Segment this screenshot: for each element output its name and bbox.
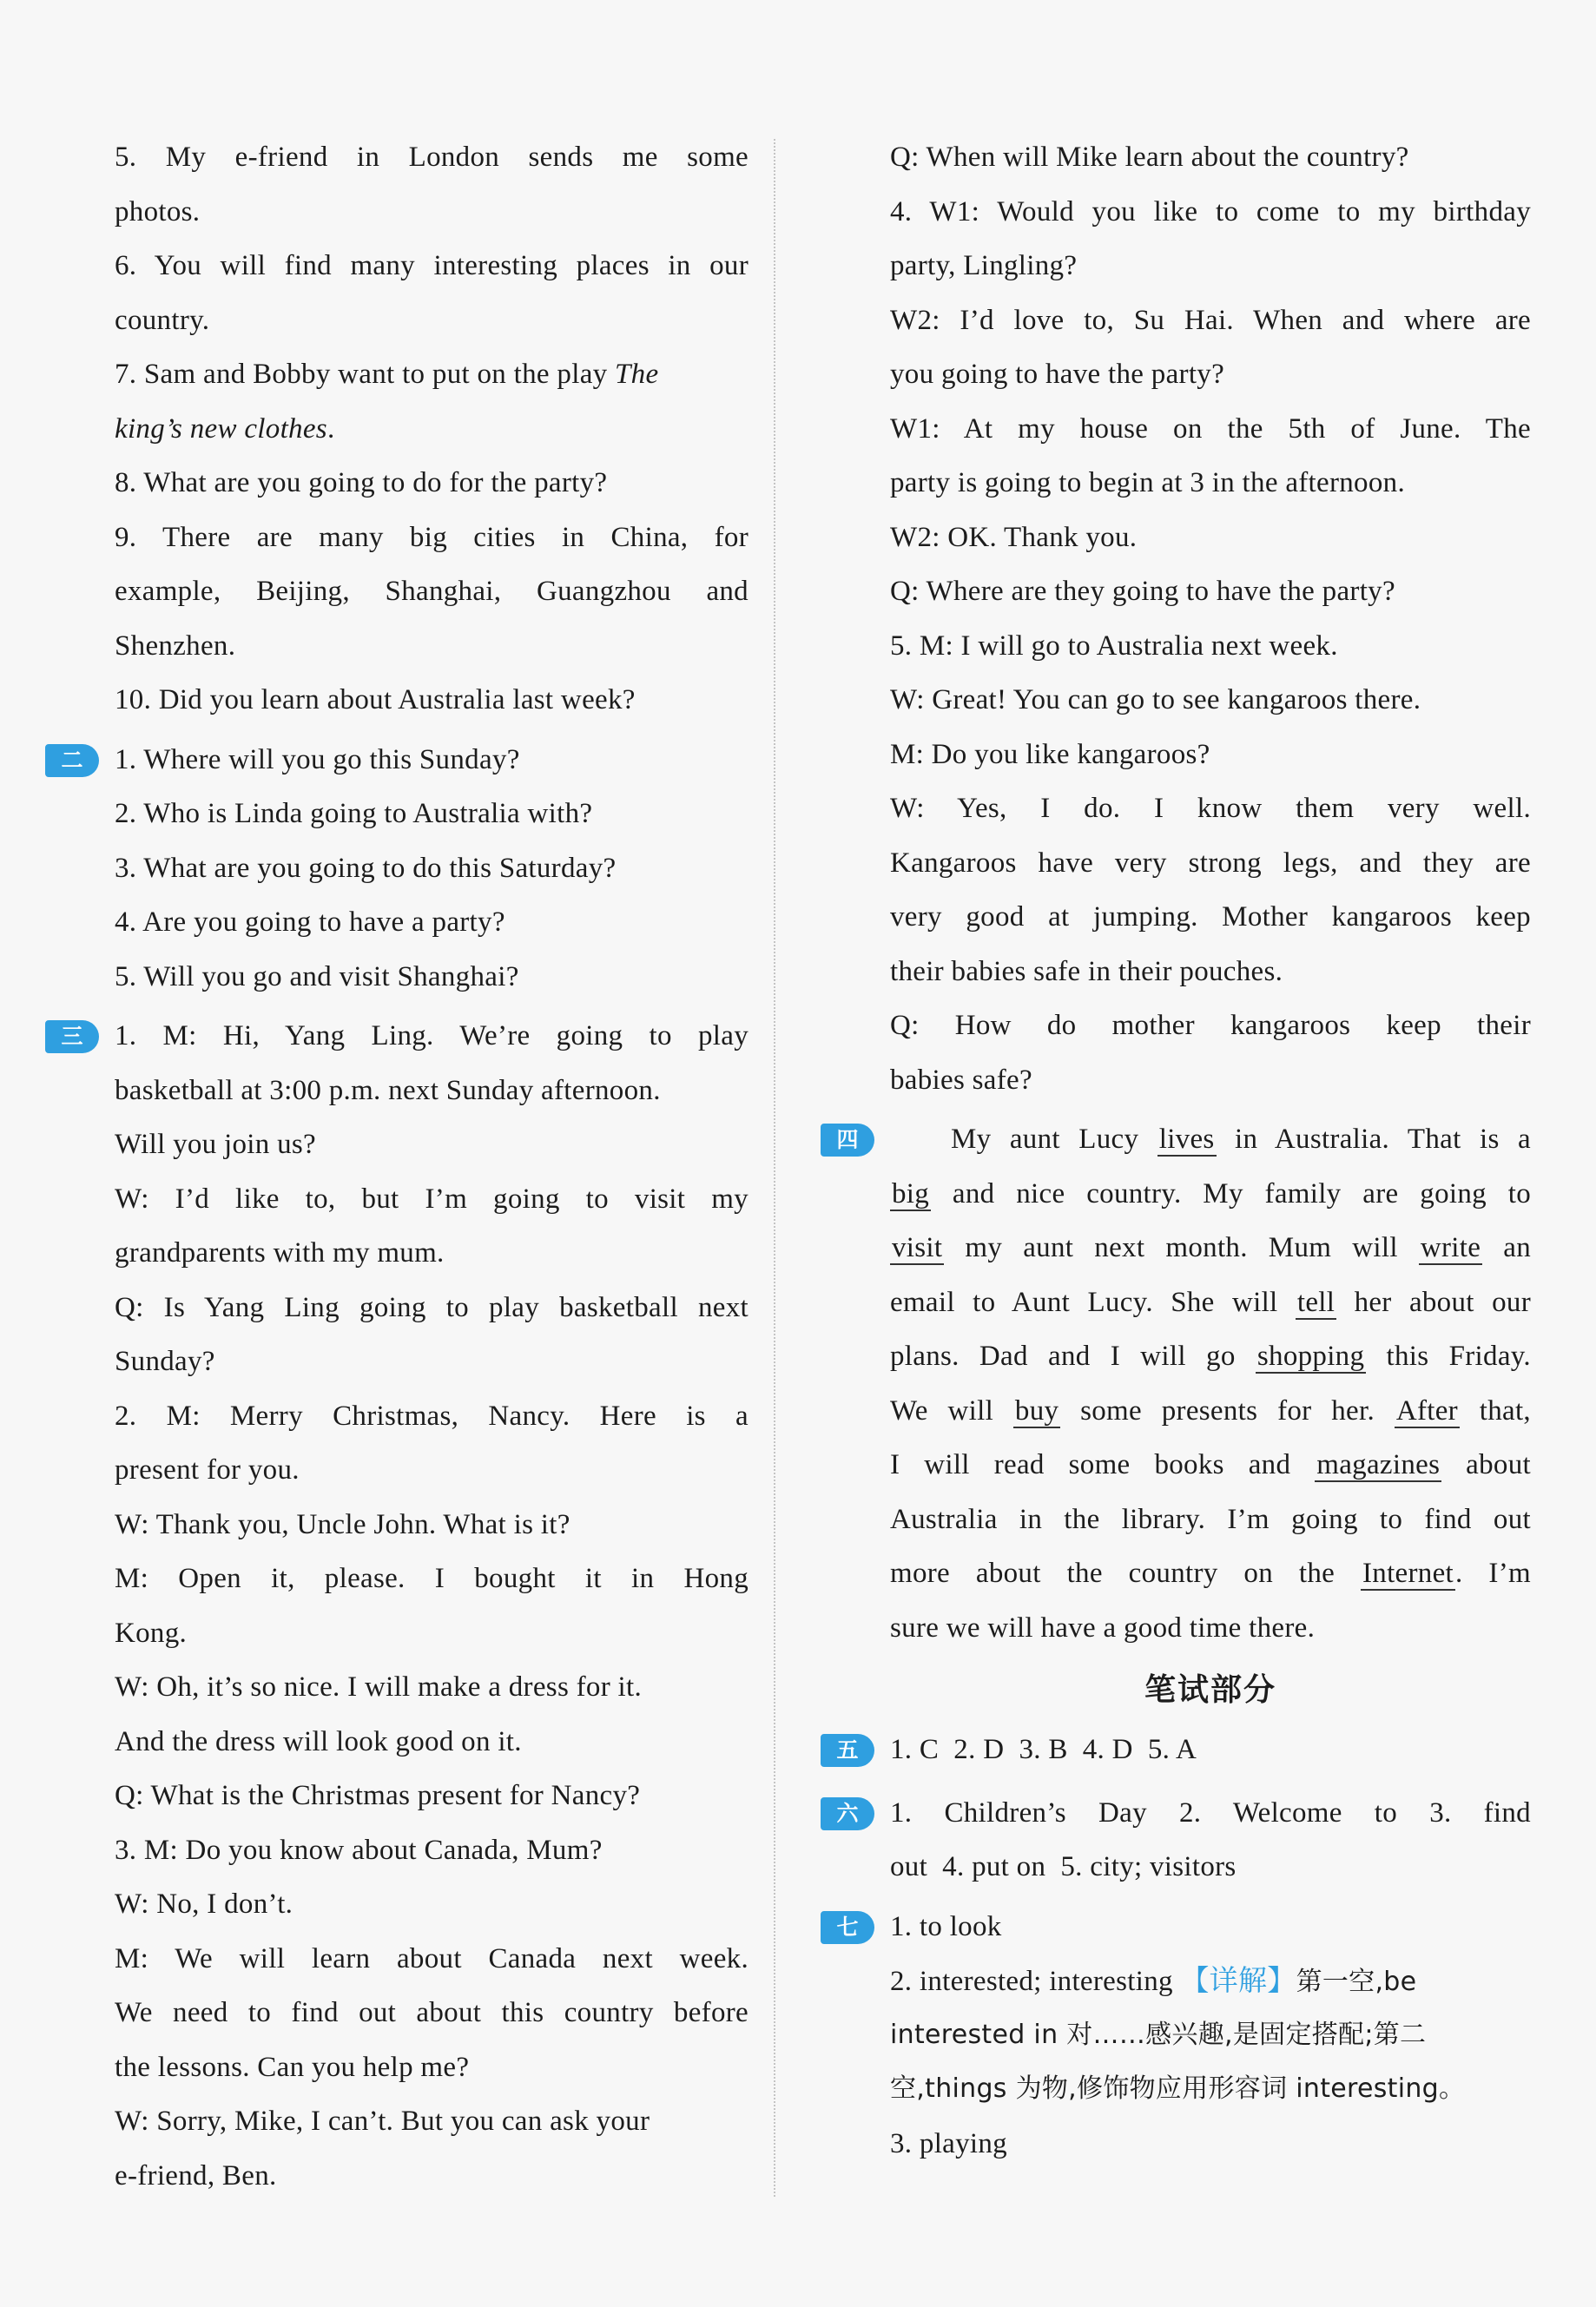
text-line: 9. There are many big cities in China, for bbox=[115, 521, 749, 553]
text-fragment: an bbox=[1503, 1232, 1531, 1263]
text-fragment: some presents for her. bbox=[1080, 1394, 1375, 1427]
section-3-dialogues-continued bbox=[890, 130, 1531, 1107]
text-fragment: my aunt next month. Mum will bbox=[965, 1232, 1398, 1263]
text-line: 1. C 2. D 3. B 4. D 5. A bbox=[890, 1734, 1197, 1765]
text-line bbox=[115, 347, 749, 402]
text-fragment: her about our bbox=[1354, 1286, 1531, 1318]
text-line: very good at jumping. Mother kangaroos keep bbox=[890, 901, 1531, 933]
text-line: the lessons. Can you help me? bbox=[115, 2051, 470, 2083]
text-line: 1. Where will you go this Sunday? bbox=[115, 743, 520, 775]
text-line: 5. Will you go and visit Shanghai? bbox=[115, 960, 519, 992]
text-fragment: email to Aunt Lucy. She will bbox=[890, 1286, 1278, 1318]
play-title-part: king’s new clothes bbox=[115, 412, 327, 445]
text-line: Kangaroos have very strong legs, and they are bbox=[890, 847, 1531, 879]
left-column bbox=[61, 130, 749, 2203]
text-line: present for you. bbox=[115, 1454, 300, 1486]
answer-word: After bbox=[1395, 1394, 1458, 1427]
text-line: W2: I’d love to, Su Hai. When and where are bbox=[890, 304, 1531, 336]
text-line: W: Sorry, Mike, I can’t. But you can ask your bbox=[115, 2106, 650, 2137]
text-line bbox=[890, 1221, 1531, 1275]
text-line: photos. bbox=[115, 195, 201, 227]
section-badge: 四 bbox=[821, 1124, 874, 1157]
text-fragment: and nice country. My family are going to bbox=[952, 1177, 1532, 1210]
text-fragment: 2. Welcome to bbox=[1179, 1796, 1398, 1829]
text-line: 3. playing bbox=[890, 2127, 1007, 2159]
section-badge: 二 bbox=[45, 744, 99, 777]
section-7-word-forms bbox=[836, 1900, 1531, 2172]
text-fragment: plans. Dad and I will go bbox=[890, 1341, 1236, 1372]
text-line bbox=[890, 1438, 1531, 1493]
explanation-text: 第一空,be bbox=[1296, 1967, 1417, 1997]
text-line: Will you join us? bbox=[115, 1129, 317, 1160]
text-line: W: Yes, I do. I know them very well. bbox=[890, 793, 1531, 824]
answer-word: lives bbox=[1158, 1124, 1215, 1155]
text-line: 3. M: Do you know about Canada, Mum? bbox=[115, 1834, 603, 1866]
text-fragment: 7. Sam and Bobby want to put on the play bbox=[115, 359, 608, 390]
answer-word: Internet bbox=[1362, 1558, 1454, 1589]
text-line: their babies safe in their pouches. bbox=[890, 955, 1283, 987]
text-fragment: about bbox=[1466, 1449, 1531, 1480]
answer-word: magazines bbox=[1316, 1449, 1441, 1480]
section-badge: 五 bbox=[821, 1734, 874, 1767]
text-line: 1. to look bbox=[890, 1910, 1002, 1942]
answer-word: visit bbox=[892, 1232, 943, 1263]
answer-word: big bbox=[892, 1177, 930, 1210]
text-fragment: that, bbox=[1479, 1394, 1531, 1427]
text-line: 5. M: I will go to Australia next week. bbox=[890, 629, 1338, 662]
text-line: M: Open it, please. I bought it in Hong bbox=[115, 1563, 749, 1594]
text-line: 8. What are you going to do for the party? bbox=[115, 467, 608, 498]
text-line: sure we will have a good time there. bbox=[890, 1612, 1316, 1644]
text-fragment: more about the country on the bbox=[890, 1558, 1335, 1589]
text-line bbox=[890, 1546, 1531, 1601]
section-badge: 三 bbox=[45, 1020, 99, 1053]
text-line bbox=[890, 1167, 1531, 1222]
text-line: you going to have the party? bbox=[890, 359, 1225, 390]
text-line bbox=[890, 1954, 1531, 2008]
section-badge: 六 bbox=[821, 1797, 874, 1830]
text-line: party, Lingling? bbox=[890, 250, 1078, 281]
text-line: We need to find out about this country before bbox=[115, 1997, 749, 2028]
right-column bbox=[836, 130, 1532, 2171]
section-2-questions bbox=[61, 733, 749, 1005]
text-fragment: My aunt Lucy bbox=[951, 1124, 1139, 1155]
text-line: W: Thank you, Uncle John. What is it? bbox=[115, 1508, 570, 1540]
text-line bbox=[890, 1275, 1531, 1330]
answer-word: buy bbox=[1014, 1394, 1059, 1427]
text-line: M: We will learn about Canada next week. bbox=[115, 1942, 749, 1974]
text-line: Kong. bbox=[115, 1617, 188, 1649]
text-line: And the dress will look good on it. bbox=[115, 1725, 522, 1757]
text-fragment: 1. Children’s Day bbox=[890, 1796, 1147, 1829]
text-fragment: . I’m bbox=[1455, 1558, 1531, 1589]
section-3-dialogues bbox=[61, 1009, 749, 2203]
text-line: e-friend, Ben. bbox=[115, 2159, 277, 2192]
text-line bbox=[890, 1786, 1531, 1841]
text-line: W: Oh, it’s so nice. I will make a dress for it. bbox=[115, 1671, 643, 1703]
text-line: 1. M: Hi, Yang Ling. We’re going to play bbox=[115, 1020, 749, 1051]
text-line: 2. Who is Linda going to Australia with? bbox=[115, 798, 593, 829]
section-4-passage bbox=[836, 1112, 1532, 1655]
text-line: 5. My e-friend in London sends me some bbox=[115, 142, 749, 173]
column-divider bbox=[774, 139, 775, 2197]
text-line: Q: How do mother kangaroos keep their bbox=[890, 1010, 1531, 1041]
text-fragment: 3. find bbox=[1429, 1796, 1531, 1829]
text-line: example, Beijing, Shanghai, Guangzhou and bbox=[115, 576, 749, 607]
text-line: 10. Did you learn about Australia last week? bbox=[115, 684, 636, 715]
text-line bbox=[890, 1384, 1531, 1439]
answer-word: tell bbox=[1296, 1286, 1335, 1318]
written-part-heading: 笔试部分 bbox=[1144, 1672, 1276, 1708]
text-line: Q: What is the Christmas present for Nancy? bbox=[115, 1780, 641, 1811]
text-line: basketball at 3:00 p.m. next Sunday afternoon. bbox=[115, 1074, 661, 1106]
text-line: M: Do you like kangaroos? bbox=[890, 738, 1210, 770]
text-line: grandparents with my mum. bbox=[115, 1237, 445, 1269]
text-line: party is going to begin at 3 in the afternoon. bbox=[890, 467, 1406, 498]
text-line bbox=[890, 1329, 1531, 1384]
text-fragment: in Australia. That is a bbox=[1235, 1124, 1532, 1155]
section-5-choices bbox=[836, 1723, 1531, 1777]
text-line: Q: Where are they going to have the party? bbox=[890, 576, 1395, 607]
text-line bbox=[115, 402, 749, 457]
text-line: 3. What are you going to do this Saturday? bbox=[115, 852, 617, 884]
text-fragment: 2. interested; interesting bbox=[890, 1966, 1173, 1997]
answer-word: shopping bbox=[1256, 1341, 1365, 1372]
section-1-listening-sentences bbox=[115, 130, 749, 728]
play-title-part: The bbox=[615, 359, 659, 390]
text-line: W: Great! You can go to see kangaroos there. bbox=[890, 684, 1421, 715]
text-line: 6. You will find many interesting places in our bbox=[115, 250, 749, 281]
text-line: 2. M: Merry Christmas, Nancy. Here is a bbox=[115, 1400, 749, 1432]
section-badge: 七 bbox=[821, 1911, 874, 1944]
text-line: Sunday? bbox=[115, 1346, 215, 1377]
text-fragment: I will read some books and bbox=[890, 1449, 1291, 1480]
explanation-line: 空,things 为物,修饰物应用形容词 interesting。 bbox=[890, 2073, 1466, 2104]
text-line: out 4. put on 5. city; visitors bbox=[890, 1851, 1237, 1882]
text-line: Q: When will Mike learn about the country? bbox=[890, 142, 1409, 173]
text-line: babies safe? bbox=[890, 1064, 1032, 1096]
text-line: 4. Are you going to have a party? bbox=[115, 906, 505, 938]
text-fragment: this Friday. bbox=[1386, 1341, 1531, 1372]
text-line: 4. W1: Would you like to come to my birthday bbox=[890, 195, 1531, 227]
text-line: W1: At my house on the 5th of June. The bbox=[890, 412, 1531, 445]
text-line: Australia in the library. I’m going to find out bbox=[890, 1503, 1531, 1535]
text-line: Shenzhen. bbox=[115, 629, 236, 662]
section-6-phrases bbox=[836, 1786, 1531, 1895]
text-fragment: . bbox=[326, 412, 335, 445]
text-line: W2: OK. Thank you. bbox=[890, 521, 1138, 553]
text-line: W: I’d like to, but I’m going to visit my bbox=[115, 1183, 749, 1215]
text-fragment: We will bbox=[890, 1394, 994, 1427]
text-line: Q: Is Yang Ling going to play basketball next bbox=[115, 1291, 749, 1323]
answer-word: write bbox=[1420, 1232, 1481, 1263]
text-line bbox=[890, 1112, 1531, 1167]
explanation-line: interested in 对……感兴趣,是固定搭配;第二 bbox=[890, 2019, 1427, 2050]
detail-label: 【详解】 bbox=[1180, 1963, 1296, 1997]
text-line: W: No, I don’t. bbox=[115, 1888, 293, 1920]
text-line: country. bbox=[115, 304, 210, 336]
